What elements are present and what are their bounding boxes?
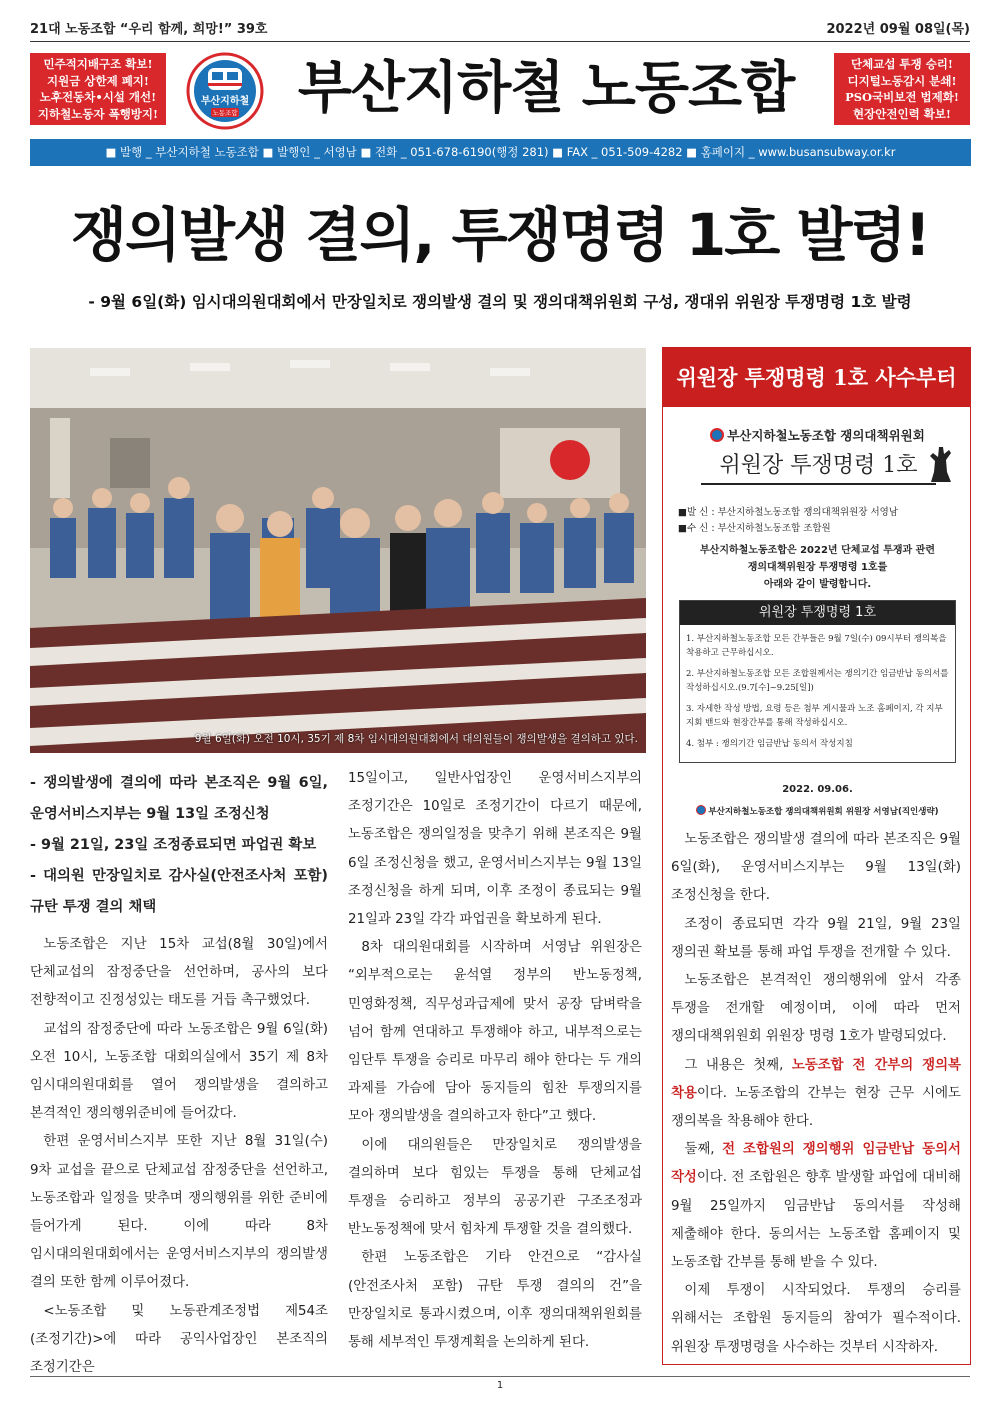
paragraph: 조정이 종료되면 각각 9월 21일, 9월 23일 쟁의권 확보를 통해 파업 투쟁을 전개할 수 있다. [671, 916, 961, 960]
slogan-line: 지원금 상한제 폐지! [47, 73, 149, 88]
struggle-order-document [675, 422, 960, 817]
slogan-box-right [834, 53, 970, 125]
paragraph: 한편 노동조합은 기타 안건으로 “감사실(안전조사처 포함) 규탄 투쟁 결의의 건”을 만장일치로 통과시켰으며, 이후 쟁의대책위원회를 통해 세부적인 투쟁계획을 논의하게 된다. [348, 1250, 642, 1351]
slogan-line: 현장안전인력 확보! [853, 106, 951, 121]
order-intro-line: 아래와 같이 발령합니다. [763, 579, 872, 590]
rally-photo [30, 348, 646, 753]
order-signature [675, 805, 960, 817]
logo-text-bottom: 노동조합 [212, 109, 238, 117]
highlight-text: 전 조합원의 쟁의행위 임금반납 동의서 작성 [671, 1142, 961, 1186]
key-points [30, 768, 328, 923]
page-number: 1 [496, 1380, 504, 1391]
sidebox-title: 위원장 투쟁명령 1호 사수부터 [663, 348, 970, 407]
masthead-title: 부산지하철 노동조합 [297, 56, 795, 121]
worker-statue-icon [925, 444, 955, 484]
slogan-line: 노후전동차•시설 개선! [39, 90, 157, 104]
paragraph: 이에 대의원들은 만장일치로 쟁의발생을 결의하며 보다 힘있는 투쟁을 통해 단체교섭 투쟁을 승리하고 정부의 공공기관 구조조정과 반노동정책에 맞서 힘차게 투쟁할 것을 결의했다. [348, 1137, 642, 1238]
paragraph: 교섭의 잠정중단에 따라 노동조합은 9월 6일(화) 오전 10시, 노동조합 대회의실에서 35기 제 8차 임시대의원대회를 열어 쟁의발생을 결의하고 본격적인 쟁의행위준비에 들어갔다. [30, 1021, 328, 1122]
key-point: - 9월 21일, 23일 조정종료되면 파업권 확보 [30, 837, 317, 853]
order-recipient: ■수 신 : 부산지하철노동조합 조합원 [678, 523, 831, 534]
order-item: 2. 부산지하철노동조합 모든 조합원께서는 쟁의기간 임금반납 동의서를 작성하십시오.(9.7[수]~9.25[일]) [686, 669, 949, 693]
slogan-box-left [30, 53, 166, 125]
paragraph-text: 이다. 전 조합원은 향후 발생할 파업에 대비해 9월 25일까지 임금반납 동의서를 작성해 제출해야 한다. 동의서는 노동조합 홈페이지 및 노동조합 간부를 통해 받을 수 있다. [671, 1170, 961, 1271]
paragraph: 한편 운영서비스지부 또한 지난 8월 31일(수) 9차 교섭을 끝으로 단체교섭 잠정중단을 선언하고, 노동조합과 일정을 맞추며 쟁의행위를 위한 준비에 들어가게 된다. 이에 따라 8차 임시대의원대회에서는 운영서비스지부의 쟁의발생 결의 또한 함께 이루어졌다. [30, 1134, 328, 1291]
sidebox-article [671, 826, 961, 1362]
slogan-line: 지하철노동자 폭행방지! [37, 106, 159, 121]
union-emblem-icon [696, 805, 706, 815]
issue-number: 21대 노동조합 “우리 함께, 희망!” 39호 [30, 22, 268, 37]
footer-divider [30, 1376, 970, 1377]
order-intro [675, 542, 960, 593]
union-logo-icon [186, 52, 264, 130]
paragraph: 노동조합은 본격적인 쟁의행위에 앞서 각종 투쟁을 전개할 예정이며, 이에 따라 먼저 쟁의대책위원회 위원장 명령 1호가 발령되었다. [671, 973, 961, 1045]
paragraph: 8차 대의원대회를 시작하며 서영남 위원장은 “외부적으로는 윤석열 정부의 반노동정책, 민영화정책, 직무성과급제에 맞서 공장 담벼락을 넘어 함께 연대하고 투쟁해야 하고, 내부적으로는 임단투 투쟁을 승리로 마무리 해야 한다는 두 개의 과제를 가슴에 담아 동지들의 힘찬 투쟁의지를 모아 쟁의발생을 결의하고자 한다”고 했다. [348, 940, 642, 1125]
slogan-line: 단체교섭 투쟁 승리! [851, 57, 953, 71]
paragraph: 이제 투쟁이 시작되었다. 투쟁의 승리를 위해서는 조합원 동지들의 참여가 필수적이다. 위원장 투쟁명령을 사수하는 것부터 시작하자. [671, 1283, 961, 1355]
order-organization [675, 426, 960, 444]
order-item: 1. 부산지하철노동조합 모든 간부들은 9월 7일(수) 09시부터 쟁의복을 착용하고 근무하십시오. [686, 634, 947, 658]
slogan-line: 민주적지배구조 확보! [43, 57, 153, 71]
paragraph-text: 그 내용은 첫째, [684, 1057, 792, 1073]
logo-text-top: 부산지하철 [200, 96, 250, 107]
paragraph: 15일이고, 일반사업장인 운영서비스지부의 조정기간은 10일로 조정기간이 다르기 때문에, 노동조합은 쟁의일정을 맞추기 위해 본조직은 9월 6일 조정신청을 했고, 운영서비스지부는 9월 13일 조정신청을 하게 되며, 이후 조정이 종료되는 9월 21일과 23일 각각 파업권을 확보하게 된다. [348, 771, 642, 928]
paragraph: 노동조합은 지난 15차 교섭(8월 30일)에서 단체교섭의 잠정중단을 선언하며, 공사의 보다 전향적이고 진정성있는 태도를 거듭 촉구했었다. [30, 937, 328, 1009]
sub-headline: - 9월 6일(화) 임시대의원대회에서 만장일치로 쟁의발생 결의 및 쟁의대책위원회 구성, 쟁대위 위원장 투쟁명령 1호 발령 [88, 293, 912, 311]
order-org-name: 부산지하철노동조합 쟁의대책위원회 [727, 428, 925, 443]
order-intro-line: 쟁의대책위원장 투쟁명령 1호를 [747, 562, 888, 573]
issue-date: 2022년 09월 08일(목) [826, 22, 970, 37]
paragraph-text: 이다. 노동조합의 간부는 현장 근무 시에도 쟁의복을 착용해야 한다. [671, 1085, 961, 1130]
paragraph [671, 1052, 961, 1137]
order-date: 2022. 09.06. [782, 784, 853, 795]
rally-photo-illustration [30, 348, 646, 753]
struggle-order-box [662, 347, 971, 1365]
order-item: 3. 자세한 작성 방법, 요령 등은 첨부 게시물과 노조 홈페이지, 각 지부지회 밴드와 현장간부를 통해 작성하십시오. [686, 704, 943, 728]
issue-line [30, 20, 970, 42]
order-signature-text: 부산지하철노동조합 쟁의대책위원회 위원장 서영남(직인생략) [708, 807, 939, 817]
highlight-text: 노동조합 전 간부의 쟁의복 착용 [671, 1057, 961, 1101]
slogan-line: PSO국비보전 법제화! [845, 90, 959, 104]
paragraph: 노동조합은 쟁의발생 결의에 따라 본조직은 9월 6일(화), 운영서비스지부는 9월 13일(화) 조정신청을 한다. [671, 832, 961, 904]
paragraph: <노동조합 및 노동관계조정법 제54조(조정기간)>에 따라 공익사업장인 본조직의 조정기간은 [30, 1303, 328, 1376]
order-item: 4. 첨부 : 쟁의기간 임금반납 동의서 작성지침 [686, 739, 853, 749]
photo-caption: 9월 6일(화) 오전 10시, 35기 제 8차 임시대의원대회에서 대의원들이 쟁의발생을 결의하고 있다. [194, 733, 638, 745]
order-list [679, 600, 956, 763]
order-sender: ■발 신 : 부산지하철노동조합 쟁의대책위원장 서영남 [678, 507, 898, 518]
main-headline: 쟁의발생 결의, 투쟁명령 1호 발령! [71, 201, 929, 269]
order-title: 위원장 투쟁명령 1호 [701, 448, 936, 485]
order-list-title: 위원장 투쟁명령 1호 [680, 601, 955, 625]
paragraph [671, 1136, 961, 1277]
key-point: - 쟁의발생에 결의에 따라 본조직은 9월 6일, 운영서비스지부는 9월 13일 조정신청 [30, 775, 328, 822]
article-column-1 [30, 768, 328, 1382]
article-column-2 [348, 765, 642, 1357]
order-intro-line: 부산지하철노동조합은 2022년 단체교섭 투쟁과 관련 [700, 545, 935, 556]
key-point: - 대의원 만장일치로 감사실(안전조사처 포함) 규탄 투쟁 결의 채택 [30, 868, 328, 915]
slogan-line: 디지털노동감시 분쇄! [847, 73, 957, 88]
publisher-bar: ■ 발행 _ 부산지하철 노동조합 ■ 발행인 _ 서영남 ■ 전화 _ 051-678-6190(행정 281) ■ FAX _ 051-509-4282 ■ 홈페이지 _ www.busansubway.or.kr [30, 139, 971, 166]
union-emblem-icon [710, 428, 724, 442]
paragraph-text: 둘째, [684, 1142, 723, 1158]
